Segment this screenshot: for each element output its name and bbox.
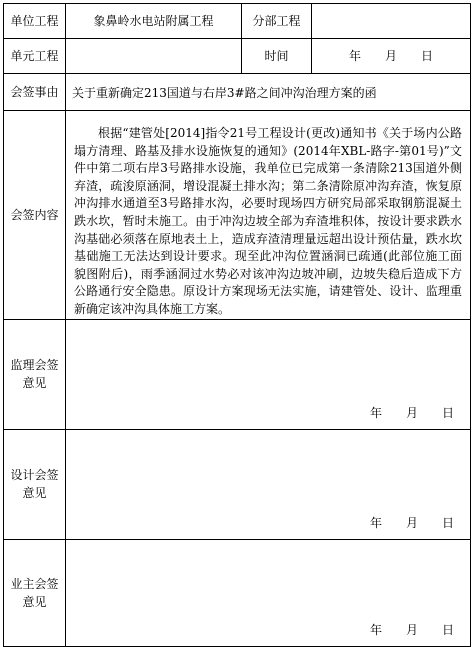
design-date: 年 月 日 [369,515,454,530]
design-row [4,429,471,539]
supervision-label-line2: 意见 [22,376,47,391]
sub-project-label: 分部工程 [242,4,312,39]
element-project-label: 单元工程 [4,39,66,74]
content-paragraph: 根据“建管处[2014]指令21号工程设计(更改)通知书《关于场内公路塌方清理、路基及排水设施恢复的通知》(2014年XBL-路字-第01号)”文件中第二项右岸3号路排水设施，我单位已完成第一条清除213国道外侧弃渣，疏浚原涵洞，增设混凝土排水沟；第二条清除原冲沟弃渣，恢复原冲沟排水通道至3号路排水沟，必要时现场四方研究局部采取钢筋混凝土跌水坎，暂时未施工。由于冲沟边坡全部为弃渣堆积体，按设计要求跌水沟基础必须落在原地表土上，造成弃渣清理量远超出设计预估量，跌水坎基础施工无法达到设计要求。现至此冲沟位置涵洞已疏通(此部位施工面貌图附后)，雨季涵洞过水势必对该冲沟边坡冲刷，边坡失稳后造成下方公路通行安全隐患。原设计方案现场无法实施，请建管处、设计、监理重新确定该冲沟具体施工方案。 [74,126,462,316]
element-project-value[interactable] [66,39,242,74]
owner-label [4,539,66,646]
supervision-label [4,319,66,429]
design-opinion-cell[interactable] [66,429,471,539]
design-label-line1: 设计会签 [10,468,59,483]
supervision-row [4,319,471,429]
subject-row [4,74,471,111]
content-cell[interactable] [66,111,471,320]
unit-project-row [4,4,471,39]
owner-label-line2: 意见 [22,594,47,609]
owner-opinion-cell[interactable] [66,539,471,646]
element-project-row [4,39,471,74]
supervision-opinion-cell[interactable] [66,319,471,429]
time-label: 时间 [242,39,312,74]
owner-row [4,539,471,646]
owner-label-line1: 业主会签 [10,576,59,591]
owner-date: 年 月 日 [369,622,454,637]
design-label [4,429,66,539]
content-row [4,111,471,320]
supervision-label-line1: 监理会签 [10,358,59,373]
content-label: 会签内容 [4,111,66,320]
subject-text[interactable]: 关于重新确定213国道与右岸3#路之间冲沟治理方案的函 [66,74,471,111]
time-value[interactable]: 年 月 日 [312,39,471,74]
unit-project-label: 单位工程 [4,4,66,39]
design-label-line2: 意见 [22,486,47,501]
unit-project-value[interactable]: 象鼻岭水电站附属工程 [66,4,242,39]
sub-project-value[interactable] [312,4,471,39]
supervision-date: 年 月 日 [369,405,454,420]
countersign-form [3,3,471,647]
subject-label: 会签事由 [4,74,66,111]
